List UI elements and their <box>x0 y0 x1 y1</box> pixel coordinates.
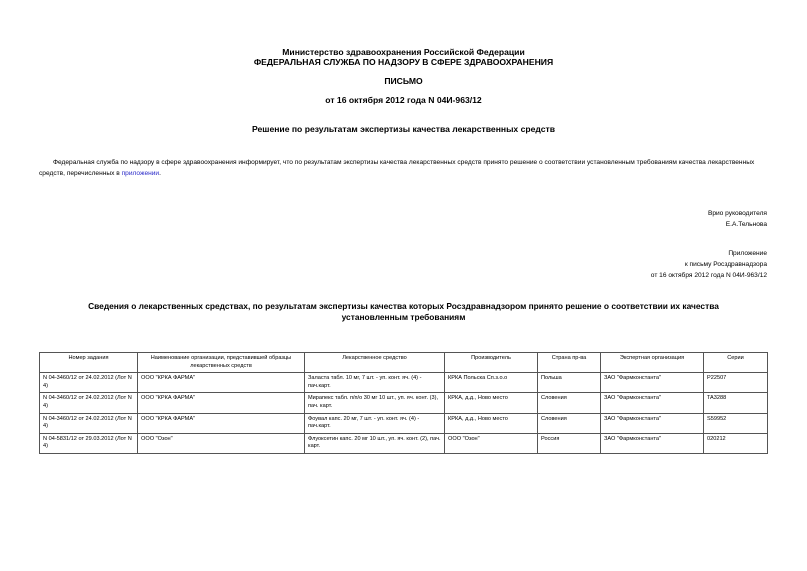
task-number-cell: N 04-3460/12 от 24.02.2012 (Лот N 4) <box>40 413 138 433</box>
column-header: Номер задания <box>40 353 138 373</box>
manufacturer-cell: КРКА, д.д., Ново место <box>445 413 538 433</box>
country-cell: Словения <box>538 413 601 433</box>
table-row <box>40 433 768 453</box>
table-row <box>40 393 768 413</box>
column-header: Экспертная организация <box>601 353 704 373</box>
manufacturer-cell: КРКА Польска Сп.з.о.о <box>445 373 538 393</box>
column-header: Наименование организации, представившей образцы лекарственных средств <box>138 353 305 373</box>
expert-org-cell: ЗАО "Фармконстанта" <box>601 393 704 413</box>
column-header: Производитель <box>445 353 538 373</box>
ministry-name: Министерство здравоохранения Российской Федерации <box>282 47 525 57</box>
document-subject: Решение по результатам экспертизы качества лекарственных средств <box>251 124 556 134</box>
table-title-line2: установленным требованиям <box>341 312 466 322</box>
column-header: Серии <box>704 353 768 373</box>
country-cell: Россия <box>538 433 601 453</box>
expert-org-cell: ЗАО "Фармконстанта" <box>601 373 704 393</box>
table-row <box>40 413 768 433</box>
country-cell: Польша <box>538 373 601 393</box>
task-number-cell: N 04-3460/12 от 24.02.2012 (Лот N 4) <box>40 373 138 393</box>
medicine-cell: Заласта табл. 10 мг, 7 шт. - уп. конт. яч. (4) - пач.карт. <box>305 373 445 393</box>
signature-position: Врио руководителя <box>707 210 767 217</box>
appendix-date: от 16 октября 2012 года N 04И-963/12 <box>650 272 767 279</box>
medicine-cell: Флуоксетин капс. 20 мг 10 шт., уп. яч. конт. (2), пач. карт. <box>305 433 445 453</box>
intro-paragraph <box>39 157 769 179</box>
table-row <box>40 373 768 393</box>
task-number-cell: N 04-3460/12 от 24.02.2012 (Лот N 4) <box>40 393 138 413</box>
column-header: Страна пр-ва <box>538 353 601 373</box>
organization-cell: ООО "КРКА ФАРМА" <box>138 413 305 433</box>
service-name: ФЕДЕРАЛЬНАЯ СЛУЖБА ПО НАДЗОРУ В СФЕРЕ ЗДРАВООХРАНЕНИЯ <box>253 57 554 67</box>
appendix-reference: к письму Росздравнадзора <box>684 261 767 268</box>
series-cell: P22507 <box>704 373 768 393</box>
appendix-link[interactable]: приложении <box>121 170 160 177</box>
series-cell: S59952 <box>704 413 768 433</box>
manufacturer-cell: КРКА, д.д., Ново место <box>445 393 538 413</box>
organization-cell: ООО "КРКА ФАРМА" <box>138 373 305 393</box>
medicine-cell: Фоувал капс. 20 мг, 7 шт. - уп. конт. яч. (4) - пач.карт. <box>305 413 445 433</box>
expert-org-cell: ЗАО "Фармконстанта" <box>601 413 704 433</box>
intro-end: . <box>159 170 161 177</box>
series-cell: TA3288 <box>704 393 768 413</box>
document-type: ПИСЬМО <box>384 76 423 86</box>
intro-text: Федеральная служба по надзору в сфере здравоохранения информирует, что по результатам экспертизы качества лекарственных средств принято решение о соответствии установленным требованиям качества лекарственных средств, перечисленных в <box>39 159 755 177</box>
medicines-table <box>39 352 768 454</box>
table-title-line1: Сведения о лекарственных средствах, по результатам экспертизы качества которых Росздравнадзором принято решение о соответствии их качества <box>88 301 719 311</box>
document-date-number: от 16 октября 2012 года N 04И-963/12 <box>325 95 482 105</box>
medicine-cell: Мирапекс табл. п/п/о 30 мг 10 шт., уп. яч. конт. (3), пач. карт. <box>305 393 445 413</box>
organization-cell: ООО "Озон" <box>138 433 305 453</box>
signature-name: Е.А.Тельнова <box>725 221 767 228</box>
task-number-cell: N 04-5831/12 от 29.03.2012 (Лот N 4) <box>40 433 138 453</box>
manufacturer-cell: ООО "Озон" <box>445 433 538 453</box>
series-cell: 020212 <box>704 433 768 453</box>
table-header-row <box>40 353 768 373</box>
column-header: Лекарственное средство <box>305 353 445 373</box>
country-cell: Словения <box>538 393 601 413</box>
appendix-label: Приложение <box>728 250 767 257</box>
organization-cell: ООО "КРКА ФАРМА" <box>138 393 305 413</box>
expert-org-cell: ЗАО "Фармконстанта" <box>601 433 704 453</box>
